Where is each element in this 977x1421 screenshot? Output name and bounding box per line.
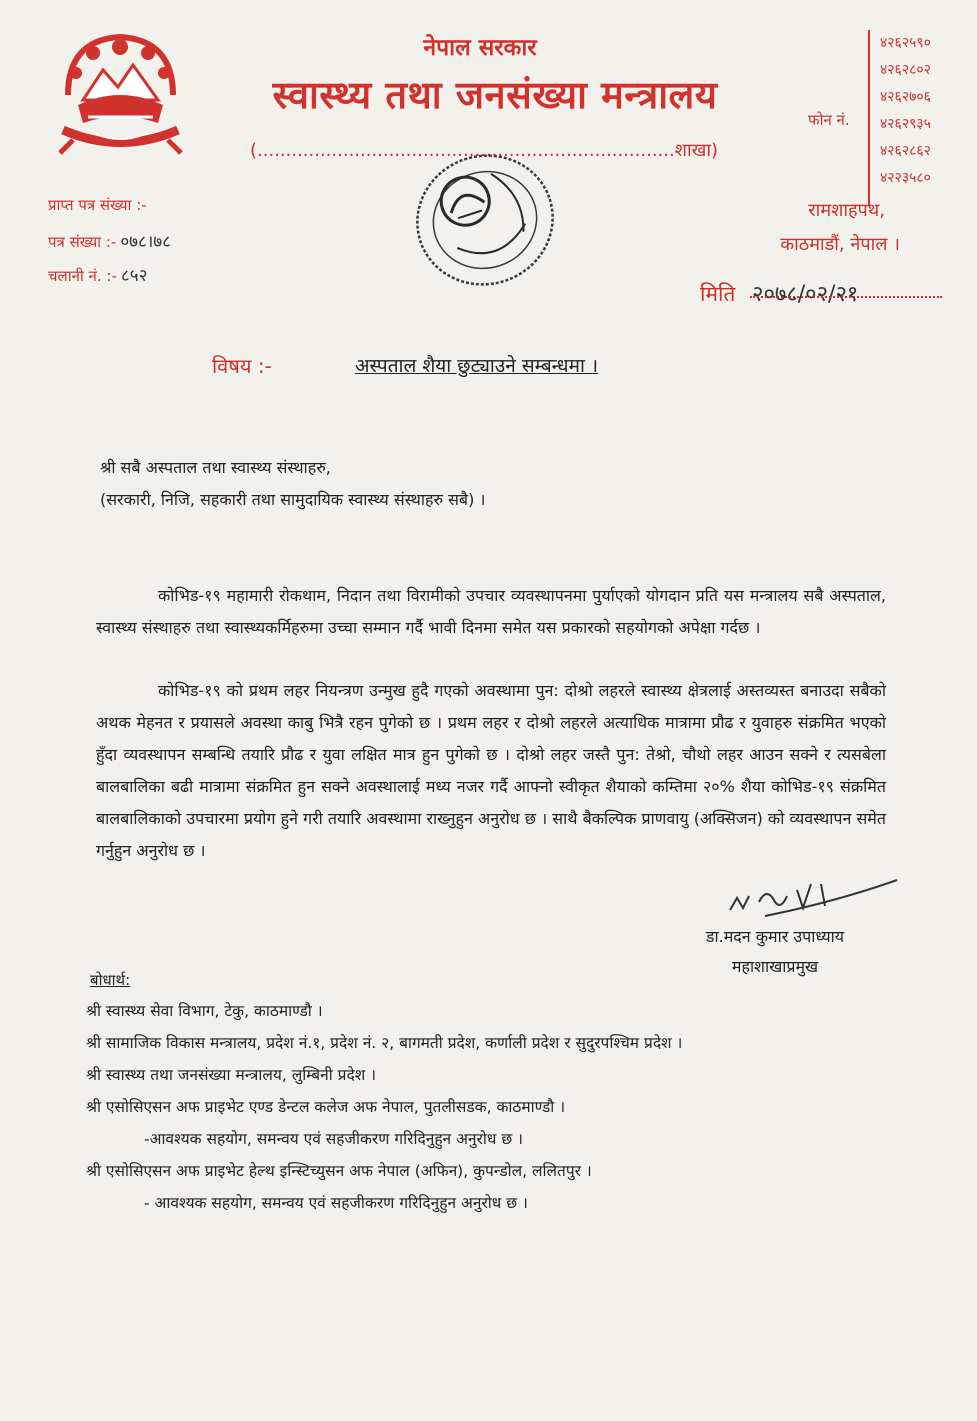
cc-item: श्री सामाजिक विकास मन्त्रालय, प्रदेश नं.१, प्रदेश नं. २, बागमती प्रदेश, कर्णाली प्रदेश र सुदुरपश्चिम प्रदेश । [86, 1034, 683, 1052]
phone-number: ४२६२८६२ [880, 143, 931, 159]
body-paragraph-1: कोभिड-१९ महामारी रोकथाम, निदान तथा विरामीको उपचार व्यवस्थापनमा पुर्याएको योगदान प्रति यस मन्त्रालय सबै अस्पताल, स्वास्थ्य संस्थाहरु तथा स्वास्थ्यकर्मिहरुमा उच्चा सम्मान गर्दै भावी दिनमा समेत यस प्रकारको सहयोगको अपेक्षा गर्दछ । [96, 586, 886, 637]
nepal-emblem-icon [48, 25, 193, 165]
government-name: नेपाल सरकार [423, 35, 537, 61]
dispatch-number-value: ८५२ [120, 266, 148, 286]
letter-number-row [48, 229, 171, 263]
cc-item: श्री स्वास्थ्य सेवा विभाग, टेकु, काठमाण्डौ । [86, 1002, 323, 1020]
reference-block [48, 195, 171, 297]
phone-label: फोन नं. [808, 111, 850, 129]
cc-list [86, 995, 906, 1219]
addressee-line-2: (सरकारी, निजि, सहकारी तथा सामुदायिक स्वास्थ्य संस्थाहरु सबै) । [100, 490, 486, 509]
body-paragraph-2: कोभिड-१९ को प्रथम लहर नियन्त्रण उन्मुख हुदै गएको अवस्थामा पुन: दोश्रो लहरले स्वास्थ्य क्षेत्रलाई अस्तव्यस्त बनाउदा सबैको अथक मेहनत र प्रयासले अवस्था काबु भित्रै रहन पुगेको छ । प्रथम लहर र दोश्रो लहरले अत्याधिक मात्रामा प्रौढ र युवाहरु संक्रमित भएको हुँदा व्यवस्थापन सम्बन्धि तयारि प्रौढ र युवा लक्षित मात्र हुन पुगेको छ । दोश्रो लहर जस्तै पुन: तेश्रो, चौथो लहर आउन सक्ने र त्यसबेला बालबालिका बढी मात्रामा संक्रमित हुन सक्ने अवस्थालाई मध्य नजर गर्दै आफ्नो स्वीकृत शैयाको कम्तिमा २०% शैया कोभिड-१९ संक्रमित बालबालिकाको उपचारमा प्रयोग हुने गरी तयारि अवस्थामा राख्नुहुन अनुरोध छ । साथै बैकल्पिक प्राणवायु (अक्सिजन) को व्यवस्थापन समेत गर्नुहुन अनुरोध छ । [96, 681, 886, 860]
dispatch-number-label: चलानी नं. :- [48, 267, 117, 285]
handwritten-signature-icon [725, 872, 905, 920]
date-label: मिति [700, 282, 736, 306]
dispatch-number-row [48, 263, 171, 297]
subject-label: विषय :- [212, 354, 272, 378]
letter-number-value: ०७८।७८ [120, 232, 171, 252]
subject-text: अस्पताल शैया छुट्याउने सम्बन्धमा । [355, 355, 599, 377]
received-number-row [48, 195, 171, 229]
date-value: २०७८/०२/२१ [752, 282, 859, 307]
ministry-name: स्वास्थ्य तथा जनसंख्या मन्त्रालय [272, 73, 718, 117]
addressee-line-1: श्री सबै अस्पताल तथा स्वास्थ्य संस्थाहरु, [100, 458, 331, 477]
signatory-name: डा.मदन कुमार उपाध्याय [705, 927, 845, 946]
cc-item-note: - आवश्यक सहयोग, समन्वय एवं सहजीकरण गरिदिनुहुन अनुरोध छ । [144, 1194, 528, 1212]
date-dotted-line [750, 296, 942, 298]
phone-number: ४२६२७०६ [880, 89, 931, 105]
address-line-1: रामशाहपथ, [808, 200, 885, 221]
cc-item-note: -आवश्यक सहयोग, समन्वय एवं सहजीकरण गरिदिनुहुन अनुरोध छ । [144, 1130, 524, 1148]
branch-line: (.........................................................................शाखा) [250, 140, 719, 161]
cc-item: श्री एसोसिएसन अफ प्राइभेट हेल्थ इन्स्टिच्युसन अफ नेपाल (अफिन), कुपन्डोल, ललितपुर । [86, 1162, 592, 1180]
addressee-block [100, 452, 485, 516]
address-line-2: काठमाडौं, नेपाल । [780, 234, 900, 255]
phone-number: ४२२३५८० [880, 170, 931, 186]
letter-number-label: पत्र संख्या :- [48, 233, 117, 251]
phone-number: ४२६२५९० [880, 35, 931, 51]
phone-number: ४२६२९३५ [880, 116, 931, 132]
phone-list [868, 30, 946, 206]
cc-item: श्री स्वास्थ्य तथा जनसंख्या मन्त्रालय, लुम्बिनी प्रदेश । [86, 1066, 377, 1084]
official-seal-stamp-icon [410, 148, 560, 293]
phone-number: ४२६२८०२ [880, 62, 931, 78]
cc-item: श्री एसोसिएसन अफ प्राइभेट एण्ड डेन्टल कलेज अफ नेपाल, पुतलीसडक, काठमाण्डौ । [86, 1098, 566, 1116]
received-number-label: प्राप्त पत्र संख्या :- [48, 196, 147, 214]
cc-label: बोधार्थ: [90, 971, 131, 989]
signatory-title: महाशाखाप्रमुख [731, 957, 819, 976]
